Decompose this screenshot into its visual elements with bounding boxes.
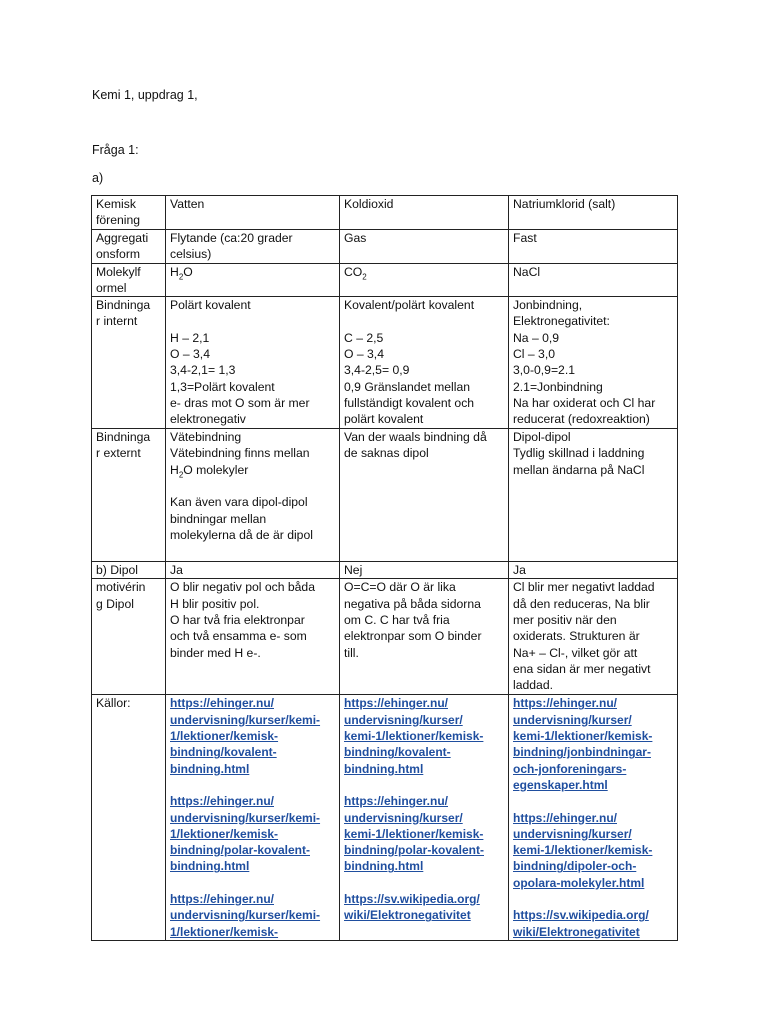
table-row-aggregate bbox=[92, 229, 678, 263]
link-line: och-jonforeningars- bbox=[513, 761, 627, 776]
source-link-co2-2[interactable] bbox=[344, 793, 505, 874]
row-label-line: Kemisk bbox=[96, 197, 136, 211]
row-label-line: Aggregati bbox=[96, 230, 149, 245]
cell-text: 1,3=Polärt kovalent bbox=[170, 379, 275, 394]
link-line: undervisning/kurser/kemi- bbox=[170, 810, 321, 825]
link-line: undervisning/kurser/ bbox=[344, 712, 463, 727]
cell-text: Ja bbox=[513, 563, 526, 578]
question-heading: Fråga 1: bbox=[92, 143, 139, 157]
document-title: Kemi 1, uppdrag 1, bbox=[92, 88, 198, 102]
formula-subscript: 2 bbox=[178, 470, 184, 480]
cell-text: Cl – 3,0 bbox=[513, 347, 556, 362]
blank-line bbox=[170, 875, 336, 891]
cell-text: negativa på båda sidorna bbox=[344, 596, 481, 611]
cell-text: Natriumklorid (salt) bbox=[513, 197, 616, 211]
source-link-salt-1[interactable] bbox=[513, 695, 674, 793]
column-header-water bbox=[166, 196, 340, 230]
link-line: bindning.html bbox=[170, 859, 250, 874]
cell-sources-co2 bbox=[340, 695, 509, 941]
cell-text: Flytande (ca:20 grader bbox=[170, 230, 293, 245]
link-line: bindning.html bbox=[344, 859, 424, 874]
source-link-co2-1[interactable] bbox=[344, 695, 505, 776]
cell-text: Tydlig skillnad i laddning bbox=[513, 446, 645, 461]
cell-formula-salt bbox=[509, 263, 678, 297]
cell-internal-co2 bbox=[340, 297, 509, 429]
cell-text: polärt kovalent bbox=[344, 412, 424, 427]
row-label-aggregate bbox=[92, 229, 166, 263]
cell-text: Kan även vara dipol-dipol bbox=[170, 495, 308, 510]
link-line: wiki/Elektronegativitet bbox=[344, 908, 471, 923]
cell-text: Jonbindning, bbox=[513, 298, 583, 313]
cell-aggregate-co2 bbox=[340, 229, 509, 263]
row-label-line: förening bbox=[96, 213, 141, 228]
row-label-formula bbox=[92, 263, 166, 297]
link-line: egenskaper.html bbox=[513, 777, 608, 792]
link-line: https://sv.wikipedia.org/ bbox=[513, 908, 649, 923]
cell-sources-water bbox=[166, 695, 340, 941]
cell-motivation-salt bbox=[509, 579, 678, 695]
cell-text: Na – 0,9 bbox=[513, 330, 560, 345]
link-line: undervisning/kurser/ bbox=[513, 712, 632, 727]
link-line: undervisning/kurser/ bbox=[513, 826, 632, 841]
cell-text: Vätebindning finns mellan bbox=[170, 446, 310, 461]
link-line: 1/lektioner/kemisk- bbox=[170, 729, 279, 744]
cell-text: 0,9 Gränslandet mellan bbox=[344, 379, 471, 394]
cell-text: oxiderats. Strukturen är bbox=[513, 629, 640, 644]
cell-motivation-water bbox=[166, 579, 340, 695]
cell-text: elektronpar som O binder bbox=[344, 629, 482, 644]
cell-text: Vätebindning bbox=[170, 430, 242, 445]
blank-line bbox=[170, 777, 336, 793]
cell-dipole-water bbox=[166, 562, 340, 579]
cell-text: 2.1=Jonbindning bbox=[513, 379, 603, 394]
table-row-dipole bbox=[92, 562, 678, 579]
cell-aggregate-water bbox=[166, 229, 340, 263]
row-label-line: r externt bbox=[96, 446, 141, 461]
row-label-internal bbox=[92, 297, 166, 429]
link-line: bindning/polar-kovalent- bbox=[344, 843, 484, 858]
chemical-formula bbox=[344, 264, 505, 280]
cell-text: celsius) bbox=[170, 246, 212, 261]
formula-base: H bbox=[170, 264, 179, 279]
cell-text: e- dras mot O som är mer bbox=[170, 395, 310, 410]
cell-text: O blir negativ pol och båda bbox=[170, 580, 315, 595]
cell-text: om C. C har två fria bbox=[344, 613, 450, 628]
link-line: bindning/dipoler-och- bbox=[513, 859, 637, 874]
cell-text: reducerat (redoxreaktion) bbox=[513, 412, 650, 427]
cell-text: H – 2,1 bbox=[170, 330, 210, 345]
link-line: https://ehinger.nu/ bbox=[344, 696, 448, 711]
cell-dipole-co2 bbox=[340, 562, 509, 579]
row-label-line: b) Dipol bbox=[96, 563, 138, 578]
link-line: https://ehinger.nu/ bbox=[513, 696, 617, 711]
cell-text: bindningar mellan bbox=[170, 511, 267, 526]
cell-text: till. bbox=[344, 645, 359, 660]
source-link-water-2[interactable] bbox=[170, 793, 336, 874]
row-label-line: motivérin bbox=[96, 580, 146, 595]
link-line: 1/lektioner/kemisk- bbox=[170, 924, 279, 939]
blank-line bbox=[513, 793, 674, 809]
blank-line bbox=[513, 891, 674, 907]
cell-text: Ja bbox=[170, 563, 183, 578]
cell-internal-salt bbox=[509, 297, 678, 429]
link-line: wiki/Elektronegativitet bbox=[513, 924, 640, 939]
cell-text: och två ensamma e- som bbox=[170, 629, 307, 644]
cell-text: Vatten bbox=[170, 197, 205, 211]
table-row-sources bbox=[92, 695, 678, 941]
cell-text: O=C=O där O är lika bbox=[344, 580, 456, 595]
cell-text: Van der waals bindning då bbox=[344, 430, 487, 445]
cell-motivation-co2 bbox=[340, 579, 509, 695]
cell-text: O har två fria elektronpar bbox=[170, 613, 305, 628]
row-label-line: Källor: bbox=[96, 696, 131, 711]
cell-text: 3,4-2,5= 0,9 bbox=[344, 363, 410, 378]
chemical-formula: NaCl bbox=[513, 264, 541, 279]
link-line: https://ehinger.nu/ bbox=[170, 794, 274, 809]
row-label-line: Bindninga bbox=[96, 430, 151, 445]
cell-text: fullständigt kovalent och bbox=[344, 395, 475, 410]
cell-text: Cl blir mer negativt laddad bbox=[513, 580, 655, 595]
link-line: https://ehinger.nu/ bbox=[170, 892, 274, 907]
row-label-external bbox=[92, 429, 166, 562]
cell-text: Elektronegativitet: bbox=[513, 314, 610, 329]
blank-line bbox=[170, 313, 336, 329]
formula-base: CO bbox=[344, 264, 363, 279]
row-label-line: Bindninga bbox=[96, 298, 151, 313]
link-line: opolara-molekyler.html bbox=[513, 875, 645, 890]
formula-base: H bbox=[170, 462, 179, 477]
cell-external-water bbox=[166, 429, 340, 562]
cell-formula-co2 bbox=[340, 263, 509, 297]
link-line: 1/lektioner/kemisk- bbox=[170, 826, 279, 841]
cell-text: Na+ – Cl-, vilket gör att bbox=[513, 645, 638, 660]
cell-internal-water bbox=[166, 297, 340, 429]
link-line: bindning/polar-kovalent- bbox=[170, 843, 310, 858]
source-link-water-3[interactable] bbox=[170, 891, 336, 940]
blank-line bbox=[344, 313, 505, 329]
cell-external-co2 bbox=[340, 429, 509, 562]
row-label-line: ormel bbox=[96, 280, 127, 295]
row-label-compound bbox=[92, 196, 166, 230]
cell-text: ena sidan är mer negativt bbox=[513, 661, 651, 676]
link-line: https://ehinger.nu/ bbox=[344, 794, 448, 809]
link-line: undervisning/kurser/ bbox=[344, 810, 463, 825]
row-label-sources bbox=[92, 695, 166, 941]
row-label-line: onsform bbox=[96, 246, 141, 261]
cell-text: de saknas dipol bbox=[344, 446, 429, 461]
link-line: https://ehinger.nu/ bbox=[170, 696, 274, 711]
link-line: kemi-1/lektioner/kemisk- bbox=[513, 729, 653, 744]
column-header-co2 bbox=[340, 196, 509, 230]
link-line: kemi-1/lektioner/kemisk- bbox=[344, 729, 484, 744]
row-label-line: Molekylf bbox=[96, 264, 141, 279]
cell-text: 3,4-2,1= 1,3 bbox=[170, 363, 236, 378]
cell-dipole-salt bbox=[509, 562, 678, 579]
table-row-motivation bbox=[92, 579, 678, 695]
cell-text: O – 3,4 bbox=[344, 347, 384, 362]
cell-text: då den reduceras, Na blir bbox=[513, 596, 650, 611]
cell-text: mellan ändarna på NaCl bbox=[513, 462, 645, 477]
formula-subscript: 2 bbox=[362, 272, 367, 282]
chemistry-table bbox=[91, 195, 678, 941]
link-line: undervisning/kurser/kemi- bbox=[170, 908, 321, 923]
source-link-salt-3[interactable] bbox=[513, 907, 674, 940]
cell-text: elektronegativ bbox=[170, 412, 246, 427]
table-row-internal-bonding bbox=[92, 297, 678, 429]
link-line: kemi-1/lektioner/kemisk- bbox=[513, 843, 653, 858]
formula-tail: O bbox=[183, 264, 193, 279]
link-line: bindning.html bbox=[344, 761, 424, 776]
blank-line bbox=[344, 875, 505, 891]
table-row-header bbox=[92, 196, 678, 230]
source-link-water-1[interactable] bbox=[170, 695, 336, 776]
cell-text: Koldioxid bbox=[344, 197, 394, 211]
row-label-motivation bbox=[92, 579, 166, 695]
blank-line bbox=[170, 478, 336, 494]
cell-text: Nej bbox=[344, 563, 363, 578]
row-label-line: r internt bbox=[96, 314, 138, 329]
cell-text: mer positiv när den bbox=[513, 613, 617, 628]
table-row-external-bonding bbox=[92, 429, 678, 562]
cell-text: Fast bbox=[513, 230, 537, 245]
cell-text: molekylerna då de är dipol bbox=[170, 527, 313, 542]
cell-text: laddad. bbox=[513, 678, 553, 693]
row-label-line: g Dipol bbox=[96, 596, 134, 611]
link-line: bindning/kovalent- bbox=[170, 745, 277, 760]
cell-text: Gas bbox=[344, 230, 367, 245]
link-line: undervisning/kurser/kemi- bbox=[170, 712, 321, 727]
source-link-co2-3[interactable] bbox=[344, 891, 505, 924]
cell-text: H blir positiv pol. bbox=[170, 596, 260, 611]
cell-text: Dipol-dipol bbox=[513, 430, 571, 445]
cell-aggregate-salt bbox=[509, 229, 678, 263]
cell-text: C – 2,5 bbox=[344, 330, 384, 345]
link-line: https://ehinger.nu/ bbox=[513, 810, 617, 825]
cell-text: binder med H e-. bbox=[170, 645, 261, 660]
cell-formula-water bbox=[166, 263, 340, 297]
link-line: bindning/kovalent- bbox=[344, 745, 451, 760]
formula-tail: O molekyler bbox=[183, 462, 249, 477]
column-header-salt bbox=[509, 196, 678, 230]
chemical-formula bbox=[170, 264, 336, 280]
source-link-salt-2[interactable] bbox=[513, 810, 674, 891]
cell-text: 3,0-0,9=2.1 bbox=[513, 363, 576, 378]
cell-text: O – 3,4 bbox=[170, 347, 210, 362]
link-line: bindning.html bbox=[170, 761, 250, 776]
row-label-dipole bbox=[92, 562, 166, 579]
link-line: https://sv.wikipedia.org/ bbox=[344, 892, 480, 907]
chemical-formula-text bbox=[170, 462, 336, 478]
cell-text: Kovalent/polärt kovalent bbox=[344, 298, 475, 313]
link-line: bindning/jonbindningar- bbox=[513, 745, 651, 760]
cell-external-salt bbox=[509, 429, 678, 562]
blank-line bbox=[344, 777, 505, 793]
table-row-formula bbox=[92, 263, 678, 297]
cell-text: Na har oxiderat och Cl har bbox=[513, 395, 656, 410]
link-line: kemi-1/lektioner/kemisk- bbox=[344, 826, 484, 841]
formula-subscript: 2 bbox=[178, 272, 184, 282]
cell-text: Polärt kovalent bbox=[170, 298, 251, 313]
cell-sources-salt bbox=[509, 695, 678, 941]
part-a-label: a) bbox=[92, 171, 104, 185]
